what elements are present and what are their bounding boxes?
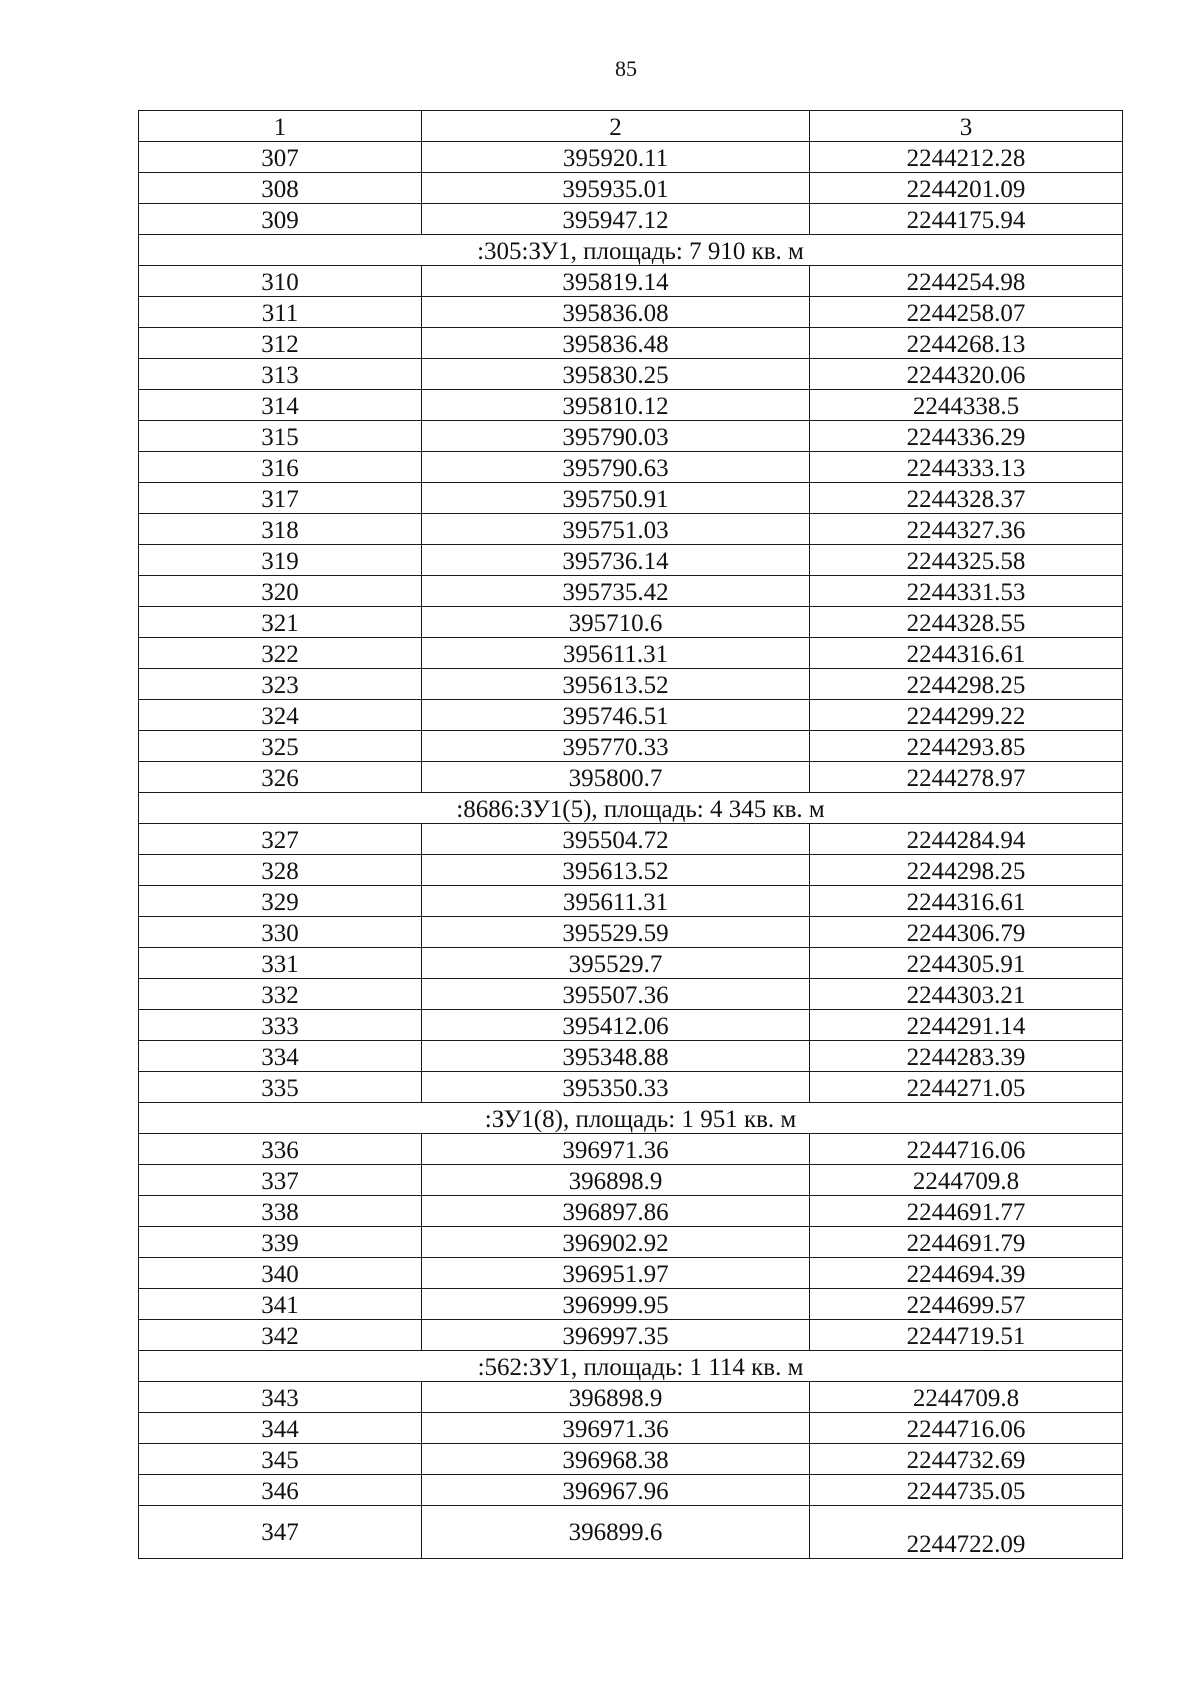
table-row (139, 1413, 1123, 1444)
coordinates-table (138, 110, 1123, 1559)
point-number-cell: 314 (139, 390, 422, 421)
x-coordinate-cell: 395935.01 (422, 173, 810, 204)
y-coordinate-cell: 2244306.79 (810, 917, 1123, 948)
x-coordinate-cell: 395529.7 (422, 948, 810, 979)
y-coordinate-cell: 2244333.13 (810, 452, 1123, 483)
x-coordinate-cell: 396898.9 (422, 1165, 810, 1196)
x-coordinate-cell: 395830.25 (422, 359, 810, 390)
y-coordinate-cell: 2244316.61 (810, 886, 1123, 917)
point-number-cell: 317 (139, 483, 422, 514)
table-row (139, 1382, 1123, 1413)
y-coordinate-cell: 2244338.5 (810, 390, 1123, 421)
y-coordinate-cell: 2244320.06 (810, 359, 1123, 390)
x-coordinate-cell: 396999.95 (422, 1289, 810, 1320)
table-row (139, 700, 1123, 731)
table-row (139, 731, 1123, 762)
x-coordinate-cell: 396902.92 (422, 1227, 810, 1258)
x-coordinate-cell: 395920.11 (422, 142, 810, 173)
point-number-cell: 323 (139, 669, 422, 700)
y-coordinate-cell: 2244299.22 (810, 700, 1123, 731)
table-row (139, 979, 1123, 1010)
y-coordinate-cell: 2244201.09 (810, 173, 1123, 204)
section-header-row (139, 1351, 1123, 1382)
y-coordinate-cell: 2244336.29 (810, 421, 1123, 452)
y-coordinate-cell: 2244293.85 (810, 731, 1123, 762)
table-row (139, 1041, 1123, 1072)
y-coordinate-cell: 2244316.61 (810, 638, 1123, 669)
table-row (139, 483, 1123, 514)
y-coordinate-cell: 2244284.94 (810, 824, 1123, 855)
table-row (139, 886, 1123, 917)
y-coordinate-cell: 2244691.79 (810, 1227, 1123, 1258)
y-coordinate-cell: 2244735.05 (810, 1475, 1123, 1506)
y-coordinate-cell: 2244291.14 (810, 1010, 1123, 1041)
y-coordinate-cell: 2244694.39 (810, 1258, 1123, 1289)
point-number-cell: 310 (139, 266, 422, 297)
x-coordinate-cell: 395613.52 (422, 669, 810, 700)
x-coordinate-cell: 395800.7 (422, 762, 810, 793)
table-row (139, 297, 1123, 328)
table-row (139, 204, 1123, 235)
table-row (139, 173, 1123, 204)
y-coordinate-cell: 2244283.39 (810, 1041, 1123, 1072)
point-number-cell: 309 (139, 204, 422, 235)
table-row (139, 421, 1123, 452)
x-coordinate-cell: 395736.14 (422, 545, 810, 576)
table-row (139, 1196, 1123, 1227)
x-coordinate-cell: 395947.12 (422, 204, 810, 235)
point-number-cell: 336 (139, 1134, 422, 1165)
x-coordinate-cell: 396899.6 (422, 1506, 810, 1559)
x-coordinate-cell: 395504.72 (422, 824, 810, 855)
point-number-cell: 311 (139, 297, 422, 328)
y-coordinate-cell: 2244328.55 (810, 607, 1123, 638)
point-number-cell: 339 (139, 1227, 422, 1258)
table-header-row (139, 111, 1123, 142)
x-coordinate-cell: 395348.88 (422, 1041, 810, 1072)
y-coordinate-cell: 2244719.51 (810, 1320, 1123, 1351)
y-coordinate-cell: 2244258.07 (810, 297, 1123, 328)
table-row (139, 1475, 1123, 1506)
table-row (139, 1072, 1123, 1103)
column-header-2: 2 (422, 111, 810, 142)
point-number-cell: 318 (139, 514, 422, 545)
point-number-cell: 346 (139, 1475, 422, 1506)
y-coordinate-cell: 2244716.06 (810, 1134, 1123, 1165)
point-number-cell: 315 (139, 421, 422, 452)
point-number-cell: 335 (139, 1072, 422, 1103)
y-coordinate-cell: 2244175.94 (810, 204, 1123, 235)
point-number-cell: 331 (139, 948, 422, 979)
table-row (139, 1506, 1123, 1559)
x-coordinate-cell: 395836.08 (422, 297, 810, 328)
section-header-row (139, 1103, 1123, 1134)
table-row (139, 1227, 1123, 1258)
point-number-cell: 327 (139, 824, 422, 855)
x-coordinate-cell: 395790.63 (422, 452, 810, 483)
x-coordinate-cell: 395836.48 (422, 328, 810, 359)
point-number-cell: 334 (139, 1041, 422, 1072)
coordinates-table-container (138, 110, 1122, 1559)
table-row (139, 855, 1123, 886)
x-coordinate-cell: 395819.14 (422, 266, 810, 297)
x-coordinate-cell: 396971.36 (422, 1134, 810, 1165)
x-coordinate-cell: 396897.86 (422, 1196, 810, 1227)
point-number-cell: 324 (139, 700, 422, 731)
section-label: :562:ЗУ1, площадь: 1 114 кв. м (139, 1351, 1123, 1382)
point-number-cell: 328 (139, 855, 422, 886)
point-number-cell: 341 (139, 1289, 422, 1320)
section-label: :8686:ЗУ1(5), площадь: 4 345 кв. м (139, 793, 1123, 824)
x-coordinate-cell: 395770.33 (422, 731, 810, 762)
table-row (139, 1165, 1123, 1196)
table-row (139, 1320, 1123, 1351)
y-coordinate-cell: 2244303.21 (810, 979, 1123, 1010)
x-coordinate-cell: 395529.59 (422, 917, 810, 948)
point-number-cell: 320 (139, 576, 422, 607)
y-coordinate-cell: 2244722.09 (810, 1506, 1123, 1559)
table-row (139, 1289, 1123, 1320)
point-number-cell: 332 (139, 979, 422, 1010)
table-row (139, 328, 1123, 359)
y-coordinate-cell: 2244331.53 (810, 576, 1123, 607)
y-coordinate-cell: 2244271.05 (810, 1072, 1123, 1103)
section-header-row (139, 793, 1123, 824)
point-number-cell: 333 (139, 1010, 422, 1041)
x-coordinate-cell: 396967.96 (422, 1475, 810, 1506)
x-coordinate-cell: 395412.06 (422, 1010, 810, 1041)
y-coordinate-cell: 2244699.57 (810, 1289, 1123, 1320)
y-coordinate-cell: 2244709.8 (810, 1165, 1123, 1196)
y-coordinate-cell: 2244327.36 (810, 514, 1123, 545)
table-row (139, 1134, 1123, 1165)
page-number: 85 (615, 56, 637, 81)
table-row (139, 142, 1123, 173)
x-coordinate-cell: 396968.38 (422, 1444, 810, 1475)
table-row (139, 266, 1123, 297)
x-coordinate-cell: 395746.51 (422, 700, 810, 731)
y-coordinate-cell: 2244716.06 (810, 1413, 1123, 1444)
table-row (139, 607, 1123, 638)
table-row (139, 452, 1123, 483)
point-number-cell: 340 (139, 1258, 422, 1289)
x-coordinate-cell: 395611.31 (422, 638, 810, 669)
section-label: :305:ЗУ1, площадь: 7 910 кв. м (139, 235, 1123, 266)
column-header-1: 1 (139, 111, 422, 142)
point-number-cell: 343 (139, 1382, 422, 1413)
x-coordinate-cell: 395611.31 (422, 886, 810, 917)
y-coordinate-cell: 2244278.97 (810, 762, 1123, 793)
x-coordinate-cell: 395735.42 (422, 576, 810, 607)
point-number-cell: 344 (139, 1413, 422, 1444)
point-number-cell: 313 (139, 359, 422, 390)
table-row (139, 1010, 1123, 1041)
x-coordinate-cell: 396997.35 (422, 1320, 810, 1351)
table-row (139, 948, 1123, 979)
point-number-cell: 308 (139, 173, 422, 204)
y-coordinate-cell: 2244305.91 (810, 948, 1123, 979)
table-row (139, 390, 1123, 421)
table-row (139, 1258, 1123, 1289)
point-number-cell: 322 (139, 638, 422, 669)
point-number-cell: 342 (139, 1320, 422, 1351)
x-coordinate-cell: 395810.12 (422, 390, 810, 421)
table-row (139, 917, 1123, 948)
x-coordinate-cell: 395507.36 (422, 979, 810, 1010)
column-header-3: 3 (810, 111, 1123, 142)
point-number-cell: 325 (139, 731, 422, 762)
y-coordinate-cell: 2244732.69 (810, 1444, 1123, 1475)
y-coordinate-cell: 2244298.25 (810, 855, 1123, 886)
point-number-cell: 307 (139, 142, 422, 173)
point-number-cell: 337 (139, 1165, 422, 1196)
y-coordinate-cell: 2244254.98 (810, 266, 1123, 297)
table-row (139, 514, 1123, 545)
x-coordinate-cell: 395710.6 (422, 607, 810, 638)
y-coordinate-cell: 2244709.8 (810, 1382, 1123, 1413)
x-coordinate-cell: 395350.33 (422, 1072, 810, 1103)
x-coordinate-cell: 395750.91 (422, 483, 810, 514)
table-row (139, 638, 1123, 669)
point-number-cell: 316 (139, 452, 422, 483)
table-row (139, 359, 1123, 390)
point-number-cell: 338 (139, 1196, 422, 1227)
point-number-cell: 330 (139, 917, 422, 948)
y-coordinate-cell: 2244325.58 (810, 545, 1123, 576)
table-row (139, 576, 1123, 607)
section-header-row (139, 235, 1123, 266)
point-number-cell: 319 (139, 545, 422, 576)
x-coordinate-cell: 396971.36 (422, 1413, 810, 1444)
y-coordinate-cell: 2244212.28 (810, 142, 1123, 173)
section-label: :ЗУ1(8), площадь: 1 951 кв. м (139, 1103, 1123, 1134)
point-number-cell: 321 (139, 607, 422, 638)
y-coordinate-cell: 2244328.37 (810, 483, 1123, 514)
table-row (139, 1444, 1123, 1475)
x-coordinate-cell: 395751.03 (422, 514, 810, 545)
table-row (139, 545, 1123, 576)
point-number-cell: 329 (139, 886, 422, 917)
point-number-cell: 312 (139, 328, 422, 359)
table-row (139, 762, 1123, 793)
x-coordinate-cell: 396898.9 (422, 1382, 810, 1413)
table-row (139, 824, 1123, 855)
y-coordinate-cell: 2244268.13 (810, 328, 1123, 359)
x-coordinate-cell: 395613.52 (422, 855, 810, 886)
x-coordinate-cell: 396951.97 (422, 1258, 810, 1289)
point-number-cell: 326 (139, 762, 422, 793)
y-coordinate-cell: 2244298.25 (810, 669, 1123, 700)
point-number-cell: 345 (139, 1444, 422, 1475)
x-coordinate-cell: 395790.03 (422, 421, 810, 452)
table-body (139, 142, 1123, 1559)
table-row (139, 669, 1123, 700)
point-number-cell: 347 (139, 1506, 422, 1559)
y-coordinate-cell: 2244691.77 (810, 1196, 1123, 1227)
